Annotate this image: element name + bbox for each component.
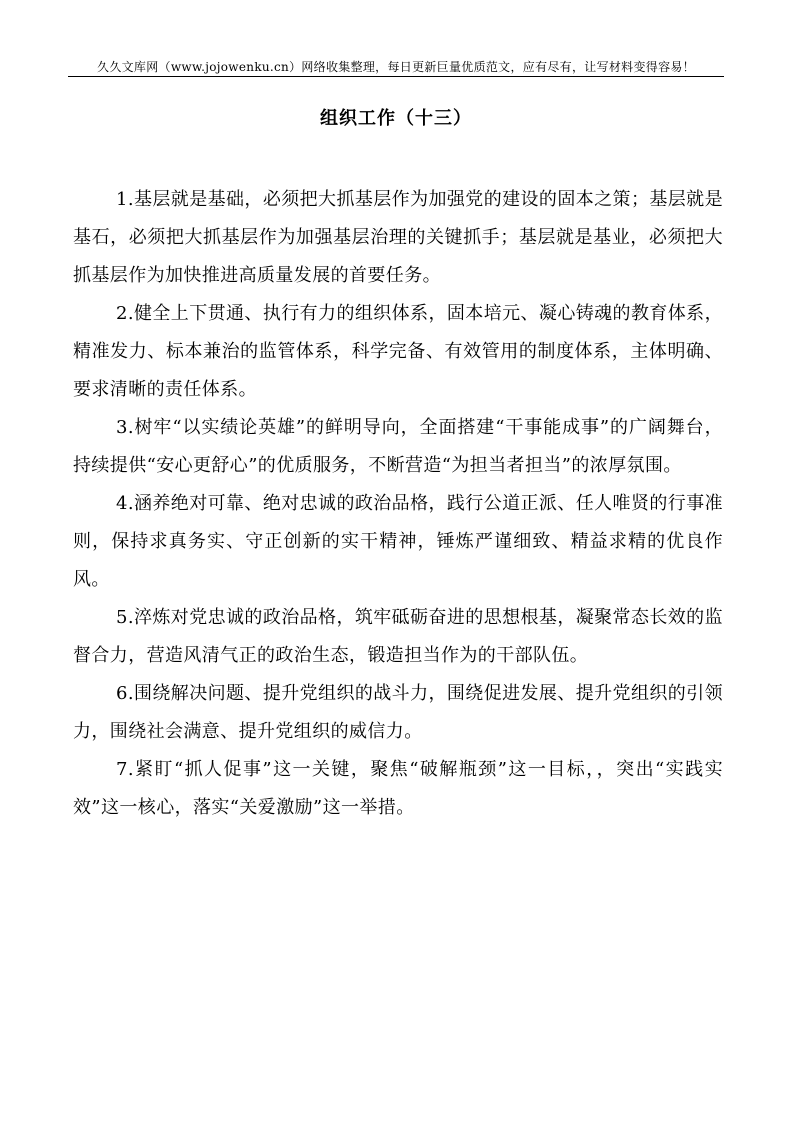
paragraph-3: 3.树牢“以实绩论英雄”的鲜明导向，全面搭建“干事能成事”的广阔舞台，持续提供“安心更舒心”的优质服务，不断营造“为担当者担当”的浓厚氛围。	[73, 417, 723, 476]
paragraph-2: 2.健全上下贯通、执行有力的组织体系，固本培元、凝心铸魂的教育体系，精准发力、标本兼治的监管体系，科学完备、有效管用的制度体系，主体明确、要求清晰的责任体系。	[73, 303, 723, 400]
page-header-text: 久久文库网（www.jojowenku.cn）网络收集整理，每日更新巨量优质范文，应有尽有，让写材料变得容易！	[97, 60, 695, 74]
paragraph-6: 6.围绕解决问题、提升党组织的战斗力，围绕促进发展、提升党组织的引领力，围绕社会满意、提升党组织的威信力。	[73, 683, 723, 742]
header-divider	[68, 76, 724, 77]
paragraph-4: 4.涵养绝对可靠、绝对忠诚的政治品格，践行公道正派、任人唯贤的行事准则，保持求真务实、守正创新的实干精神，锤炼严谨细致、精益求精的优良作风。	[73, 493, 723, 590]
document-title: 组织工作（十三）	[320, 108, 472, 129]
paragraph-1: 1.基层就是基础，必须把大抓基层作为加强党的建设的固本之策；基层就是基石，必须把大抓基层作为加强基层治理的关键抓手；基层就是基业，必须把大抓基层作为加快推进高质量发展的首要任务。	[73, 189, 723, 286]
paragraph-7: 7.紧盯“抓人促事”这一关键，聚焦“破解瓶颈”这一目标，，突出“实践实效”这一核心，落实“关爱激励”这一举措。	[73, 759, 723, 818]
document-body	[73, 181, 723, 827]
paragraph-5: 5.淬炼对党忠诚的政治品格，筑牢砥砺奋进的思想根基，凝聚常态长效的监督合力，营造风清气正的政治生态，锻造担当作为的干部队伍。	[73, 607, 723, 666]
